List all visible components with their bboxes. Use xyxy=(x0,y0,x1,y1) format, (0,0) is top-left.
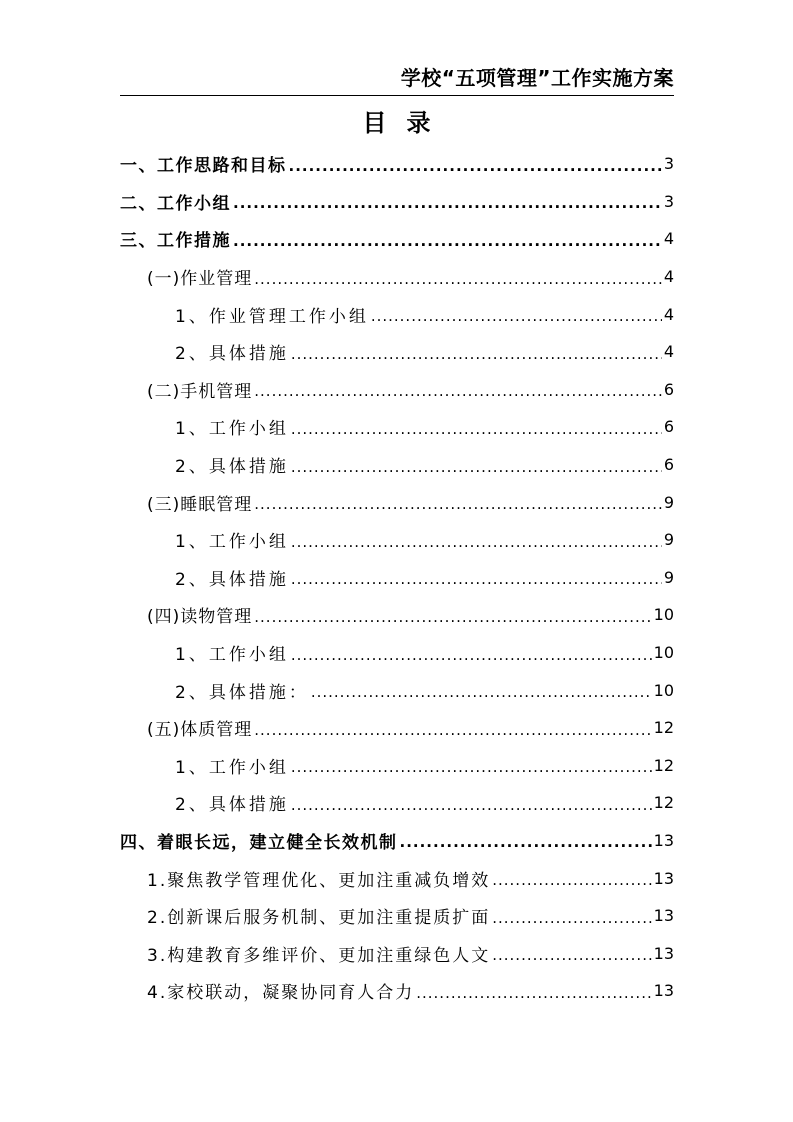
table-of-contents xyxy=(120,145,674,1010)
toc-entry-label: 1.聚焦教学管理优化、更加注重减负增效 xyxy=(147,870,491,891)
toc-dot-leader xyxy=(492,908,651,928)
toc-entry-label: 2、具体措施 xyxy=(175,569,289,590)
toc-dot-leader xyxy=(291,569,662,589)
toc-entry-page: 13 xyxy=(653,906,674,926)
toc-entry-label: 三、工作措施 xyxy=(120,231,231,252)
toc-dot-leader xyxy=(289,156,662,176)
toc-entry[interactable] xyxy=(120,371,674,409)
toc-entry-page: 12 xyxy=(653,718,674,738)
toc-entry[interactable] xyxy=(120,295,674,333)
toc-entry-label: 1、作业管理工作小组 xyxy=(175,306,369,327)
toc-entry-page: 4 xyxy=(663,267,674,287)
toc-entry-label: 二、工作小组 xyxy=(120,193,231,214)
toc-entry-page: 13 xyxy=(653,981,674,1001)
toc-entry-label: (一)作业管理 xyxy=(147,269,253,290)
toc-entry-label: (二)手机管理 xyxy=(147,381,253,402)
toc-entry[interactable] xyxy=(120,483,674,521)
toc-dot-leader xyxy=(254,494,662,514)
toc-entry[interactable] xyxy=(120,972,674,1010)
toc-entry-label: 1、工作小组 xyxy=(175,532,289,553)
document-header-title: 学校“五项管理”工作实施方案 xyxy=(400,66,674,90)
toc-dot-leader xyxy=(291,457,662,477)
toc-dot-leader xyxy=(291,532,662,552)
toc-entry[interactable] xyxy=(120,934,674,972)
toc-entry-page: 13 xyxy=(653,830,674,850)
toc-entry[interactable] xyxy=(120,220,674,258)
toc-entry-page: 6 xyxy=(663,379,674,399)
toc-entry[interactable] xyxy=(120,333,674,371)
toc-entry-label: 四、着眼长远，建立健全长效机制 xyxy=(120,832,398,853)
toc-entry[interactable] xyxy=(120,822,674,860)
toc-entry-page: 12 xyxy=(653,793,674,813)
toc-entry[interactable] xyxy=(120,145,674,183)
toc-entry-page: 10 xyxy=(653,680,674,700)
toc-entry-label: 2、具体措施 xyxy=(175,457,289,478)
toc-dot-leader xyxy=(254,720,651,740)
toc-entry-page: 6 xyxy=(663,417,674,437)
toc-entry-label: (四)读物管理 xyxy=(147,607,253,628)
toc-heading: 目录 xyxy=(362,109,451,137)
header-divider xyxy=(120,95,674,96)
toc-entry[interactable] xyxy=(120,559,674,597)
toc-entry[interactable] xyxy=(120,183,674,221)
toc-entry[interactable] xyxy=(120,596,674,634)
toc-entry[interactable] xyxy=(120,784,674,822)
toc-dot-leader xyxy=(400,832,652,852)
toc-entry[interactable] xyxy=(120,671,674,709)
toc-dot-leader xyxy=(254,269,662,289)
toc-entry-label: 2.创新课后服务机制、更加注重提质扩面 xyxy=(147,908,491,929)
toc-entry[interactable] xyxy=(120,747,674,785)
toc-entry[interactable] xyxy=(120,859,674,897)
toc-entry[interactable] xyxy=(120,408,674,446)
toc-entry-page: 12 xyxy=(653,755,674,775)
toc-dot-leader xyxy=(233,231,662,251)
toc-dot-leader xyxy=(291,344,662,364)
toc-entry-page: 3 xyxy=(663,191,674,211)
toc-dot-leader xyxy=(416,983,651,1003)
toc-entry-page: 9 xyxy=(663,530,674,550)
toc-dot-leader xyxy=(254,381,662,401)
toc-dot-leader xyxy=(291,645,652,665)
toc-dot-leader xyxy=(254,607,651,627)
toc-entry-label: (三)睡眠管理 xyxy=(147,494,253,515)
toc-entry-page: 10 xyxy=(653,605,674,625)
toc-entry[interactable] xyxy=(120,258,674,296)
toc-entry[interactable] xyxy=(120,897,674,935)
toc-entry[interactable] xyxy=(120,634,674,672)
toc-entry-page: 4 xyxy=(663,342,674,362)
toc-entry-page: 3 xyxy=(663,154,674,174)
toc-entry-label: 3.构建教育多维评价、更加注重绿色人文 xyxy=(147,945,491,966)
toc-entry[interactable] xyxy=(120,446,674,484)
toc-entry-page: 9 xyxy=(663,567,674,587)
toc-entry-page: 4 xyxy=(663,229,674,249)
toc-entry-page: 10 xyxy=(653,643,674,663)
toc-dot-leader xyxy=(233,193,662,213)
toc-entry-label: 1、工作小组 xyxy=(175,419,289,440)
toc-entry-label: 2、具体措施： xyxy=(175,682,309,703)
toc-dot-leader xyxy=(311,682,652,702)
toc-entry-page: 9 xyxy=(663,492,674,512)
toc-entry-label: 4.家校联动，凝聚协同育人合力 xyxy=(147,983,415,1004)
toc-entry-label: 1、工作小组 xyxy=(175,645,289,666)
toc-entry-page: 6 xyxy=(663,455,674,475)
toc-entry-page: 13 xyxy=(653,868,674,888)
toc-dot-leader xyxy=(291,795,652,815)
toc-entry-label: 1、工作小组 xyxy=(175,757,289,778)
toc-dot-leader xyxy=(492,870,651,890)
toc-dot-leader xyxy=(492,945,651,965)
toc-dot-leader xyxy=(291,419,662,439)
toc-entry-label: 2、具体措施 xyxy=(175,795,289,816)
toc-entry-label: 一、工作思路和目标 xyxy=(120,156,287,177)
toc-entry-page: 13 xyxy=(653,943,674,963)
toc-entry[interactable] xyxy=(120,709,674,747)
toc-entry[interactable] xyxy=(120,521,674,559)
toc-entry-label: (五)体质管理 xyxy=(147,720,253,741)
toc-entry-label: 2、具体措施 xyxy=(175,344,289,365)
toc-entry-page: 4 xyxy=(663,304,674,324)
toc-dot-leader xyxy=(371,306,662,326)
toc-dot-leader xyxy=(291,757,652,777)
